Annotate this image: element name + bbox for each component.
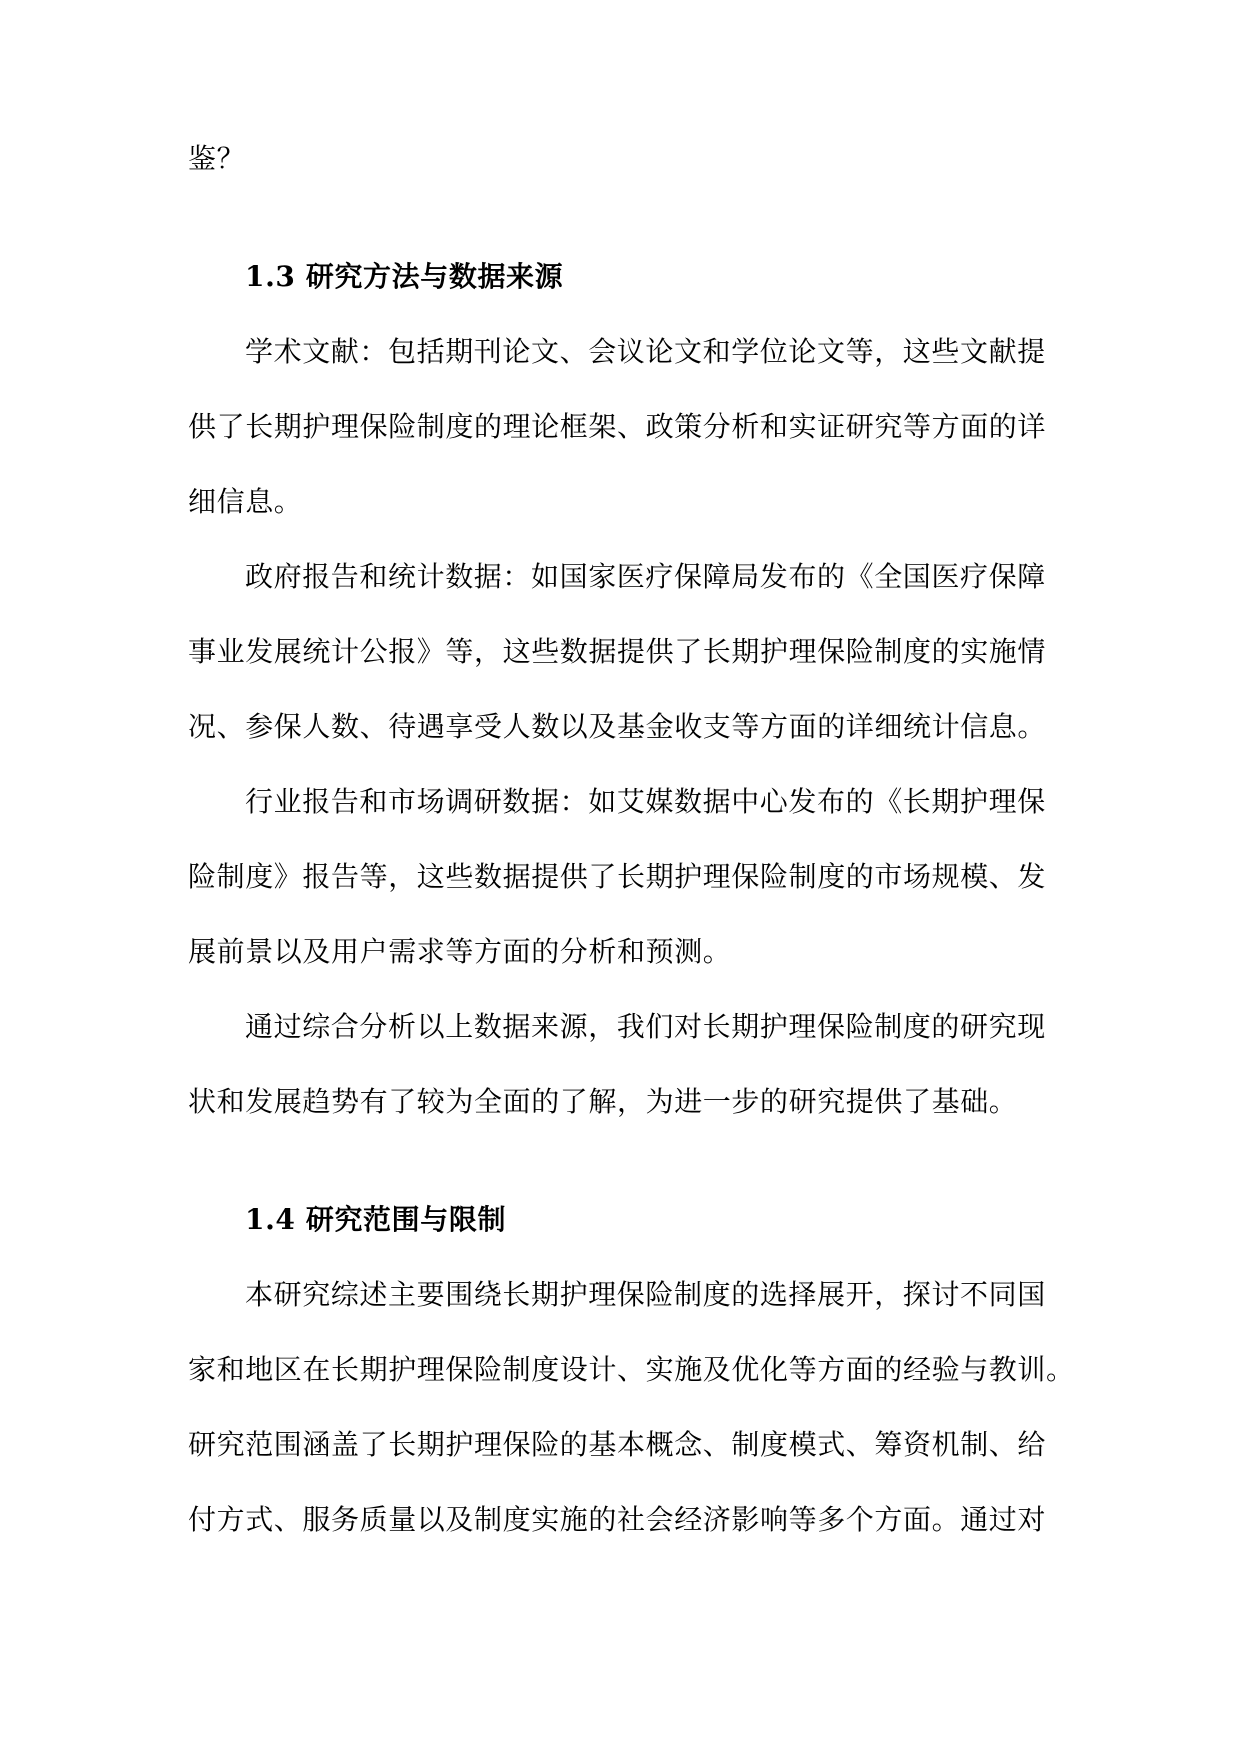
paragraph-summary	[188, 1008, 1053, 1121]
paragraph-line: 行业报告和市场调研数据：如艾媒数据中心发布的《长期护理保	[245, 785, 1046, 818]
paragraph-industry-reports	[188, 783, 1053, 971]
paragraph-line: 况、参保人数、待遇享受人数以及基金收支等方面的详细统计信息。	[188, 710, 1047, 743]
paragraph-line: 供了长期护理保险制度的理论框架、政策分析和实证研究等方面的详	[188, 410, 1047, 443]
paragraph-line: 状和发展趋势有了较为全面的了解，为进一步的研究提供了基础。	[188, 1085, 1018, 1118]
paragraph-line: 本研究综述主要围绕长期护理保险制度的选择展开，探讨不同国	[245, 1278, 1046, 1311]
section-heading-1-3: 1.3 研究方法与数据来源	[245, 260, 564, 293]
page-content	[188, 140, 1075, 1539]
paragraph-line: 展前景以及用户需求等方面的分析和预测。	[188, 935, 732, 968]
paragraph-line: 事业发展统计公报》等，这些数据提供了长期护理保险制度的实施情	[188, 635, 1047, 668]
continued-text-line: 鉴？	[188, 142, 246, 175]
paragraph-line: 细信息。	[188, 485, 303, 518]
paragraph-research-scope	[188, 1276, 1075, 1539]
paragraph-line: 研究范围涵盖了长期护理保险的基本概念、制度模式、筹资机制、给	[188, 1428, 1047, 1461]
paragraph-line: 付方式、服务质量以及制度实施的社会经济影响等多个方面。通过对	[188, 1503, 1047, 1536]
paragraph-line: 家和地区在长期护理保险制度设计、实施及优化等方面的经验与教训。	[188, 1353, 1075, 1386]
paragraph-line: 政府报告和统计数据：如国家医疗保障局发布的《全国医疗保障	[245, 560, 1046, 593]
paragraph-government-reports	[188, 558, 1053, 746]
paragraph-line: 险制度》报告等，这些数据提供了长期护理保险制度的市场规模、发	[188, 860, 1047, 893]
paragraph-academic-literature	[188, 333, 1053, 521]
paragraph-line: 学术文献：包括期刊论文、会议论文和学位论文等，这些文献提	[245, 335, 1046, 368]
section-heading-1-4: 1.4 研究范围与限制	[245, 1203, 507, 1236]
paragraph-line: 通过综合分析以上数据来源，我们对长期护理保险制度的研究现	[245, 1010, 1046, 1043]
